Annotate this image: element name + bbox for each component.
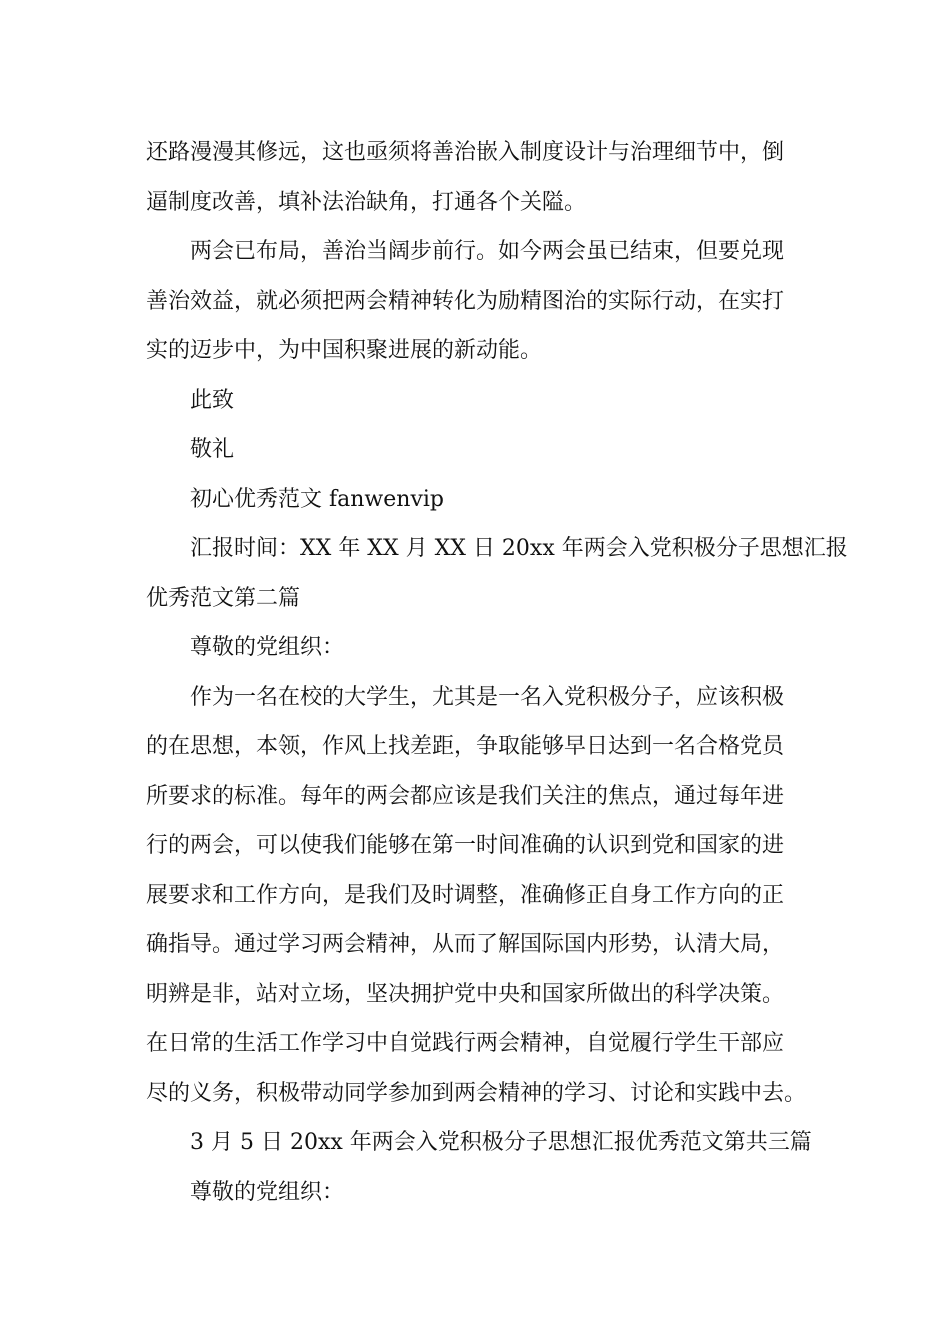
article-heading-line: 3 月 5 日 20xx 年两会入党积极分子思想汇报优秀范文第共三篇: [190, 1130, 812, 1155]
signature-line: 初心优秀范文 fanwenvip: [190, 486, 444, 512]
paragraph-line: 实的迈步中，为中国积聚进展的新动能。: [146, 338, 543, 363]
report-time-line: 汇报时间：XX 年 XX 月 XX 日 20xx 年两会入党积极分子思想汇报: [190, 536, 848, 561]
paragraph-line: 行的两会，可以使我们能够在第一时间准确的认识到党和国家的进: [146, 833, 785, 858]
paragraph-line: 作为一名在校的大学生，尤其是一名入党积极分子，应该积极: [190, 684, 785, 710]
paragraph-line: 在日常的生活工作学习中自觉践行两会精神，自觉履行学生干部应: [146, 1031, 785, 1056]
salutation-line: 尊敬的党组织：: [190, 1179, 345, 1205]
paragraph-line: 的在思想，本领，作风上找差距，争取能够早日达到一名合格党员: [146, 734, 785, 759]
paragraph-line: 善治效益，就必须把两会精神转化为励精图治的实际行动，在实打: [146, 288, 785, 314]
paragraph-line: 确指导。通过学习两会精神，从而了解国际国内形势，认清大局，: [146, 932, 785, 957]
paragraph-line: 展要求和工作方向，是我们及时调整，准确修正自身工作方向的正: [146, 882, 785, 908]
document-body: [146, 128, 848, 1217]
paragraph-line: 两会已布局，善治当阔步前行。如今两会虽已结束，但要兑现: [190, 239, 785, 264]
report-time-line: 优秀范文第二篇: [146, 585, 301, 611]
closing-line: 此致: [190, 387, 235, 413]
paragraph-line: 所要求的标准。每年的两会都应该是我们关注的焦点，通过每年进: [146, 783, 785, 809]
paragraph-line: 明辨是非，站对立场，坚决拥护党中央和国家所做出的科学决策。: [146, 981, 785, 1007]
closing-line: 敬礼: [190, 437, 235, 462]
paragraph-line: 逼制度改善，填补法治缺角，打通各个关隘。: [146, 189, 587, 215]
paragraph-line: 尽的义务，积极带动同学参加到两会精神的学习、讨论和实践中去。: [146, 1080, 807, 1106]
salutation-line: 尊敬的党组织：: [190, 635, 345, 660]
paragraph-line: 还路漫漫其修远，这也亟须将善治嵌入制度设计与治理细节中，倒: [146, 140, 785, 165]
